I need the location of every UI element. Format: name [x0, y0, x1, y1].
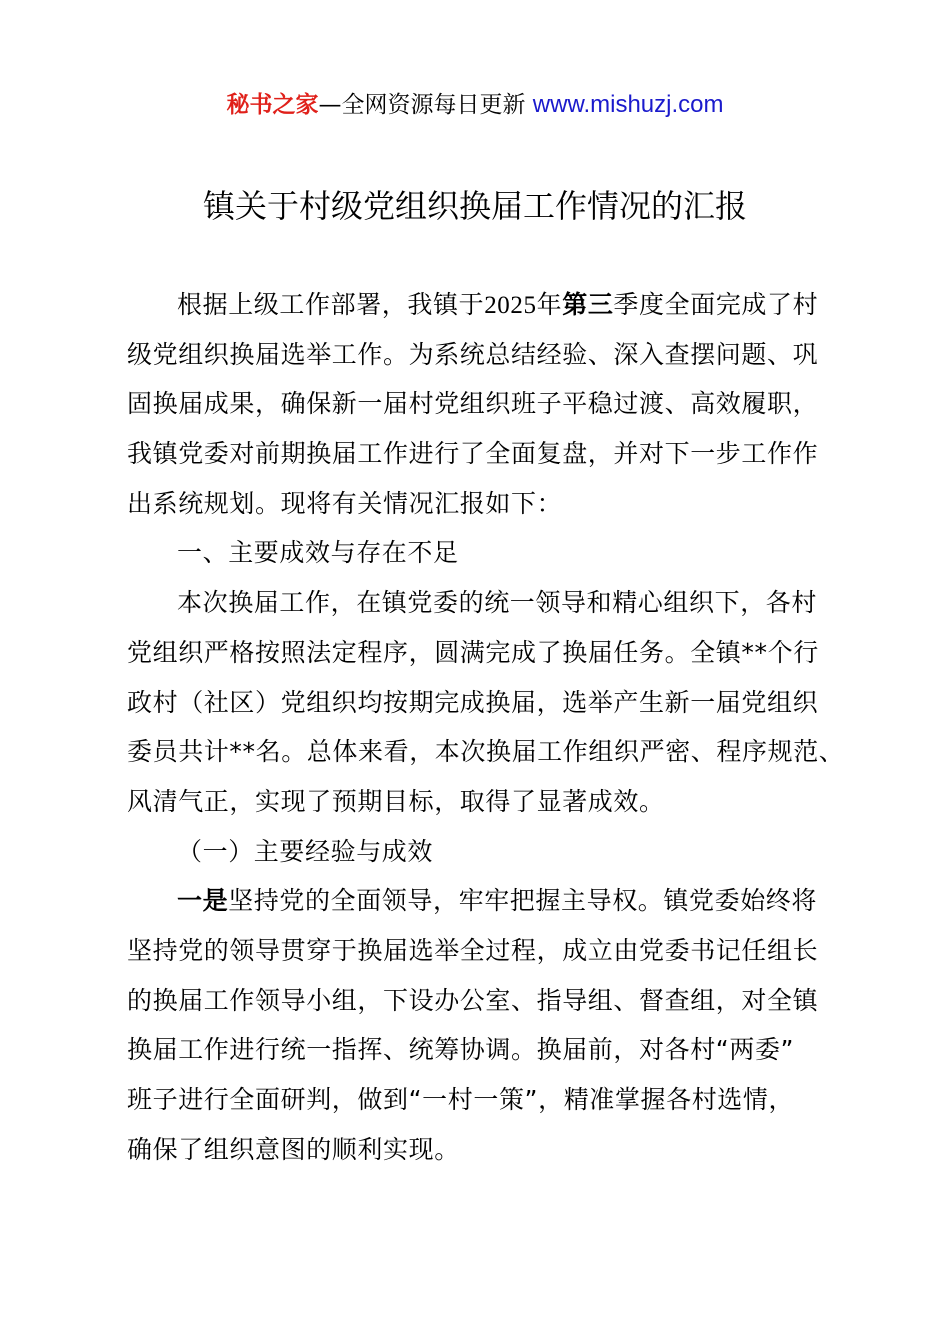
paragraph-line — [127, 280, 847, 330]
paragraph-line: 确保了组织意图的顺利实现。 — [127, 1134, 460, 1164]
site-url-link[interactable]: www.mishuzj.com — [532, 91, 724, 118]
paragraph-line: 本次换届工作，在镇党委的统一领导和精心组织下，各村 — [177, 588, 818, 618]
paragraph-line: 我镇党委对前期换届工作进行了全面复盘，并对下一步工作作 — [127, 439, 819, 469]
text-run: 根据上级工作部署，我镇于 — [177, 290, 485, 319]
bold-text: 一是 — [177, 886, 229, 916]
text-run: 坚持党的全面领导，牢牢把握主导权。镇党委始终将 — [228, 886, 818, 916]
site-slogan: —全网资源每日更新 — [318, 92, 533, 118]
paragraph-line — [127, 876, 847, 926]
site-header — [0, 88, 950, 122]
bold-text: 第三 — [562, 290, 614, 319]
paragraph-line: 的换届工作领导小组，下设办公室、指导组、督查组，对全镇 — [127, 985, 819, 1015]
document-title: 镇关于村级党组织换届工作情况的汇报 — [202, 187, 747, 225]
brand-name: 秘书之家 — [226, 92, 319, 118]
text-run: 季度全面完成了村 — [613, 290, 819, 319]
paragraph-line: 换届工作进行统一指挥、统筹协调。换届前，对各村“两委” — [127, 1035, 795, 1065]
paragraph-line: 委员共计**名。总体来看，本次换届工作组织严密、程序规范、 — [127, 737, 845, 767]
text-run: 年 — [536, 290, 563, 319]
paragraph-line: 风清气正，实现了预期目标，取得了显著成效。 — [127, 786, 665, 816]
section-heading: 一、主要成效与存在不足 — [177, 538, 459, 568]
subsection-heading: （一）主要经验与成效 — [177, 836, 434, 866]
document-body — [127, 280, 847, 1174]
paragraph-line: 坚持党的领导贯穿于换届选举全过程，成立由党委书记任组长 — [127, 935, 819, 965]
paragraph-line: 政村（社区）党组织均按期完成换届，选举产生新一届党组织 — [127, 687, 819, 717]
year-number: 2025 — [484, 292, 537, 319]
paragraph-line: 级党组织换届选举工作。为系统总结经验、深入查摆问题、巩 — [127, 339, 819, 369]
paragraph-line: 班子进行全面研判，做到“一村一策”，精准掌握各村选情， — [127, 1085, 795, 1114]
paragraph-line: 出系统规划。现将有关情况汇报如下： — [127, 488, 563, 518]
paragraph-line: 固换届成果，确保新一届村党组织班子平稳过渡、高效履职， — [127, 389, 819, 419]
paragraph-line: 党组织严格按照法定程序，圆满完成了换届任务。全镇**个行 — [127, 637, 819, 667]
